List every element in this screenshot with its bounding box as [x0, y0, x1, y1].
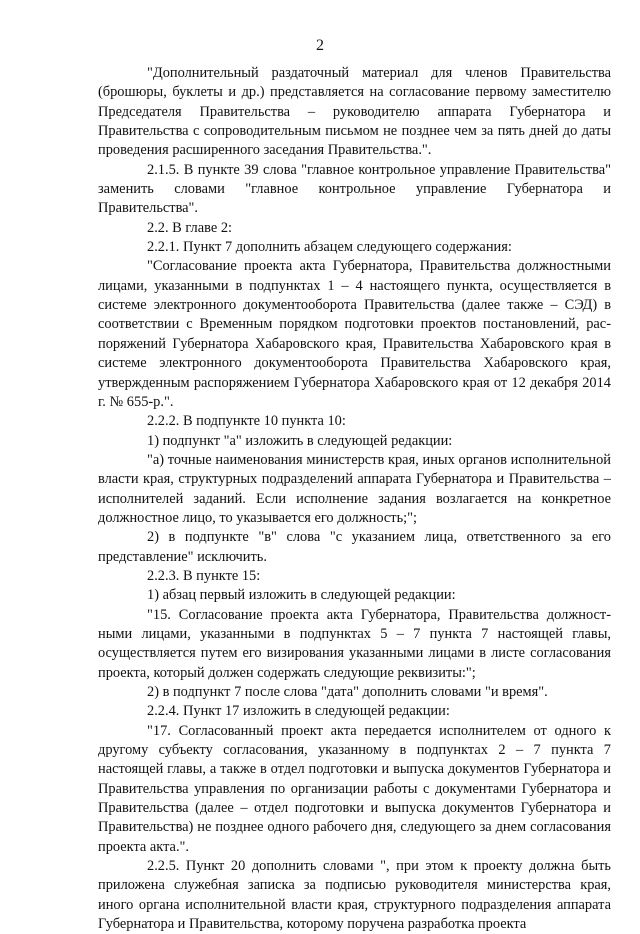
document-body [98, 64, 611, 934]
paragraph-item-15: "15. Согласование проекта акта Губернатора, Правительства должностными лицами, указанными в подпунктах 5 – 7 пункта 7 настоящей главы, осуществляется путем его визирования указанными лицами в листе согласования проекта, который должен содержать следующие реквизиты:"; [98, 606, 611, 681]
paragraph-subitem-v: 2) в подпункте "в" слова "с указанием лица, ответственного за его представление" исключить. [98, 529, 611, 565]
paragraph-2-2-4: 2.2.4. Пункт 17 изложить в следующей редакции: [147, 703, 450, 720]
paragraph-subitem-a-edit: 1) подпункт "а" изложить в следующей редакции: [147, 432, 453, 449]
paragraph-2-2: 2.2. В главе 2: [147, 219, 233, 236]
paragraph-first-abzac: 1) абзац первый изложить в следующей редакции: [147, 587, 456, 604]
paragraph-2-2-5: 2.2.5. Пункт 20 дополнить словами ", при этом к проекту должна быть приложена служебная записка за подписью руководителя министерства края, иного органа исполнительной власти края, структурного подразделения аппарата Губернатора и Правительства, которому поручена разработка проекта [98, 858, 611, 933]
paragraph-subitem-a-text: "а) точные наименования министерств края, иных органов исполнительной власти края, структурных подразделений аппарата Губернатора и Правительства – исполнителей заданий. Если исполнение задания возлагается на конкретное должностное лицо, то указывается его должность;"; [98, 451, 611, 526]
paragraph-item-17: "17. Согласованный проект акта передается исполнителем от одного к другому субъекту согласования, указанному в подпунктах 2 – 7 пункта 7 настоящей главы, а также в отдел подготовки и выпуска документов Губернатора и Правительства управления по организации работы с документами Губернатора и Правительства (далее – отдел подготовки и выпуска документов Губернатора и Правительства) не позднее одного рабочего дня, следующего за днем согласования проекта акта.". [98, 722, 611, 855]
paragraph-approval-sed: "Согласование проекта акта Губернатора, Правительства должностными лицами, указанными в подпунктах 1 – 4 настоящего пункта, осуществляется в системе электронного документооборота Правительства (далее также – СЭД) в соответствии с Временным порядком подготовки проектов постановлений, распоряжений Губернатора Хабаровского края, Правительства Хабаровского края в системе электронного документооборота Правительства Хабаровского края, утвержденным распоряжением Губернатора Хабаровского края от 12 декабря 2014 г. № 655-р.". [98, 258, 611, 410]
paragraph-2-2-1: 2.2.1. Пункт 7 дополнить абзацем следующего содержания: [147, 239, 512, 256]
page-number: 2 [316, 37, 324, 54]
paragraph-2-2-3: 2.2.3. В пункте 15: [147, 567, 261, 584]
paragraph-2-1-5: 2.1.5. В пункте 39 слова "главное контрольное управление Правительства" заменить словами "главное контрольное управление Губернатора и Правительства". [98, 161, 611, 217]
paragraph-handout-materials: "Дополнительный раздаточный материал для членов Правительства (брошюры, буклеты и др.) представляется на согласование первому заместителю Председателя Правительства – руководителю аппарата Губернатора и Правительства с сопроводительным письмом не позднее чем за пять дней до даты проведения расширенного заседания Правительства.". [98, 65, 611, 159]
paragraph-2-2-2: 2.2.2. В подпункте 10 пункта 10: [147, 413, 346, 430]
paragraph-subitem-7: 2) в подпункт 7 после слова "дата" дополнить словами "и время". [147, 684, 548, 700]
